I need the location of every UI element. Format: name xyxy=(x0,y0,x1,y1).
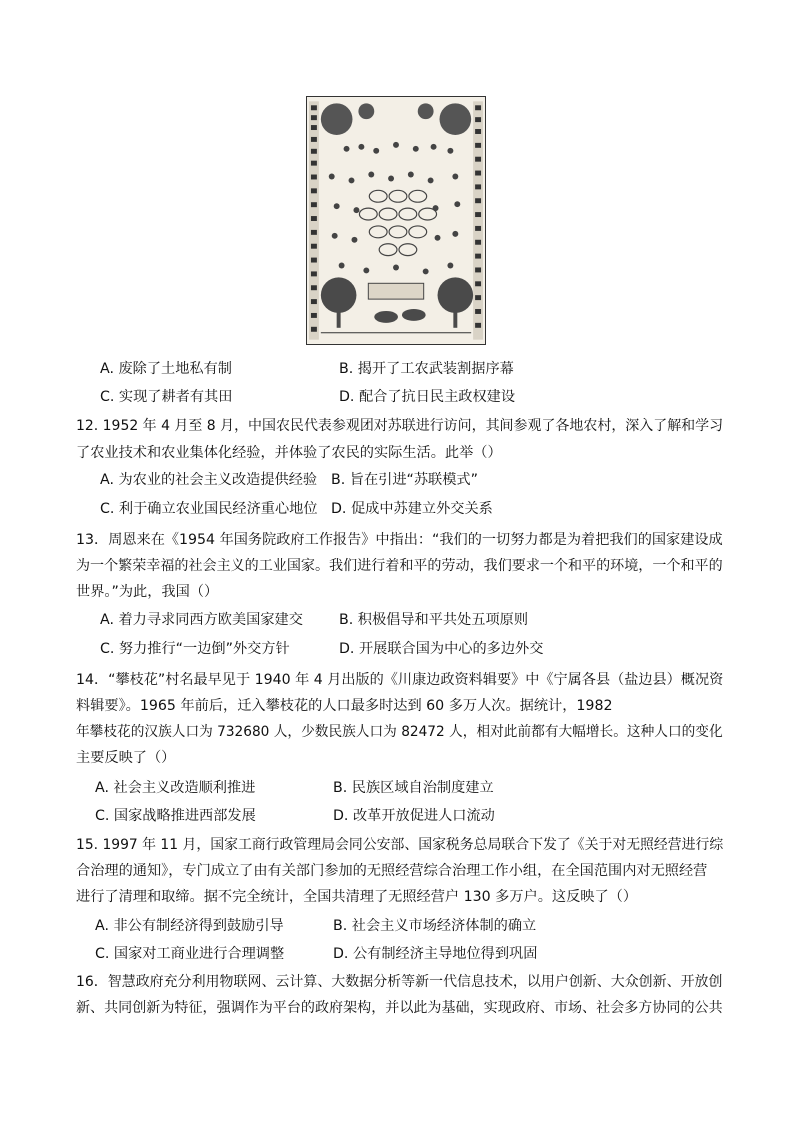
q15-option-d: D. 公有制经济主导地位得到巩固 xyxy=(333,946,538,962)
q14-stem-line-4: 主要反映了（） xyxy=(76,750,176,766)
q12-option-a: A. 为农业的社会主义改造提供经验 xyxy=(100,472,318,488)
q13-option-c: C. 努力推行“一边倒”外交方针 xyxy=(100,641,290,657)
q14-stem-line-1: 14．“攀枝花”村名最早见于 1940 年 4 月出版的《川康边政资料辑要》中《宁属各县（盐边县）概况资 xyxy=(76,672,724,688)
q14-option-b: B. 民族区域自治制度建立 xyxy=(333,780,494,796)
q13-option-d: D. 开展联合国为中心的多边外交 xyxy=(339,641,544,657)
q15-stem-line-1: 15. 1997 年 11 月，国家工商行政管理局会同公安部、国家税务总局联合下发了《关于对无照经营进行综 xyxy=(76,837,724,853)
q16-stem-line-1: 16．智慧政府充分利用物联网、云计算、大数据分析等新一代信息技术，以用户创新、大众创新、开放创 xyxy=(76,974,723,990)
q15-option-b: B. 社会主义市场经济体制的确立 xyxy=(333,918,537,934)
q12-option-d: D. 促成中苏建立外交关系 xyxy=(331,501,493,517)
q14-stem-line-2: 料辑要》。1965 年前后，迁入攀枝花的人口最多时达到 60 多万人次。据统计，1982 xyxy=(76,698,613,714)
q15-option-a: A. 非公有制经济得到鼓励引导 xyxy=(95,918,284,934)
q11-option-b: B. 揭开了工农武装割据序幕 xyxy=(339,361,514,377)
q12-option-b: B. 旨在引进“苏联模式” xyxy=(331,472,478,488)
q13-stem-line-3: 世界。”为此，我国（） xyxy=(76,584,219,600)
q13-stem-line-1: 13．周恩来在《1954 年国务院政府工作报告》中指出：“我们的一切努力都是为着把我们的国家建设成 xyxy=(76,532,723,548)
q14-option-c: C. 国家战略推进西部发展 xyxy=(95,808,256,824)
q13-option-a: A. 着力寻求同西方欧美国家建交 xyxy=(100,612,303,628)
q12-option-c: C. 利于确立农业国民经济重心地位 xyxy=(100,501,318,517)
q13-stem-line-2: 为一个繁荣幸福的社会主义的工业国家。我们进行着和平的劳动，我们要求一个和平的环境，一个和平的 xyxy=(76,558,723,574)
q11-option-d: D. 配合了抗日民主政权建设 xyxy=(339,389,516,405)
q15-stem-line-3: 进行了清理和取缔。据不完全统计，全国共清理了无照经营户 130 多万户。这反映了（） xyxy=(76,889,638,905)
q15-stem-line-2: 合治理的通知》，专门成立了由有关部门参加的无照经营综合治理工作小组，在全国范围内对无照经营 xyxy=(76,863,708,879)
q11-option-a: A. 废除了土地私有制 xyxy=(100,361,232,377)
q11-option-c: C. 实现了耕者有其田 xyxy=(100,389,233,405)
q12-stem-line-1: 12. 1952 年 4 月至 8 月，中国农民代表参观团对苏联进行访问，其间参观了各地农村，深入了解和学习 xyxy=(76,418,724,434)
woodcut-illustration xyxy=(306,96,486,345)
q14-stem-line-3: 年攀枝花的汉族人口为 732680 人，少数民族人口为 82472 人，相对此前都有大幅增长。这种人口的变化 xyxy=(76,724,723,740)
q14-option-a: A. 社会主义改造顺利推进 xyxy=(95,780,256,796)
q16-stem-line-2: 新、共同创新为特征，强调作为平台的政府架构，并以此为基础，实现政府、市场、社会多方协同的公共 xyxy=(76,1000,723,1016)
q15-option-c: C. 国家对工商业进行合理调整 xyxy=(95,946,285,962)
q13-option-b: B. 积极倡导和平共处五项原则 xyxy=(339,612,529,628)
q12-stem-line-2: 了农业技术和农业集体化经验，并体验了农民的实际生活。此举（） xyxy=(76,445,502,461)
q14-option-d: D. 改革开放促进人口流动 xyxy=(333,808,495,824)
